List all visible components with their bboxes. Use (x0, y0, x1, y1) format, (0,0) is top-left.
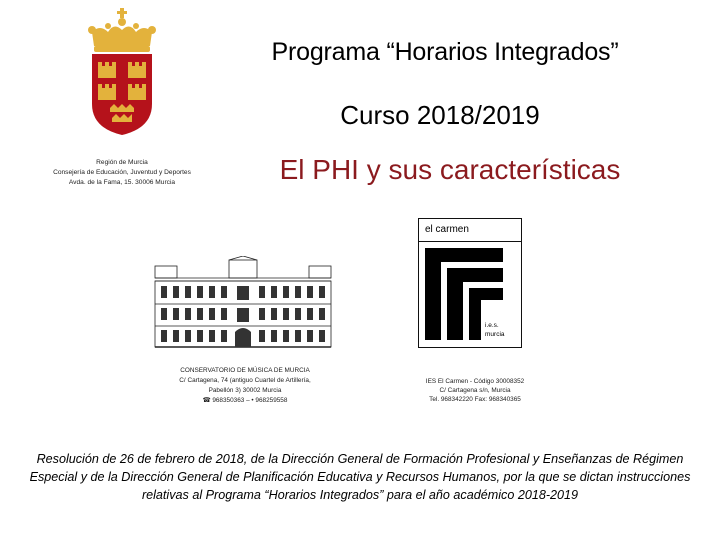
region-department: Consejería de Educación, Juventud y Deportes (53, 169, 191, 176)
ies-el-carmen-logo (418, 218, 522, 348)
ies-logo-title: el carmen (425, 224, 469, 235)
region-murcia-coat-of-arms-icon (84, 8, 160, 136)
ies-phone: Tel. 968342220 Fax: 968340365 (429, 396, 521, 403)
resolution-text: Resolución de 26 de febrero de 2018, de la Dirección General de Formación Profesional y Enseñanzas de Régimen Especial y de la Dirección General de Planificación Educativa y Recursos Humanos, por la que se dictan instrucciones relativas al Programa “Horarios Integrados” para el año académico 2018-2019 (29, 452, 691, 502)
program-title: Programa “Horarios Integrados” (271, 38, 619, 66)
region-address-line: Avda. de la Fama, 15. 30006 Murcia (68, 179, 176, 186)
ies-code: IES El Carmen - Código 30008352 (425, 378, 525, 385)
conservatorio-street: C/ Cartagena, 74 (antiguo Cuartel de Artillería, (179, 377, 311, 384)
course-title: Curso 2018/2019 (340, 100, 540, 130)
conservatorio-address (140, 366, 350, 406)
conservatorio-name: CONSERVATORIO DE MÚSICA DE MURCIA (180, 367, 310, 374)
ies-street: C/ Cartagena s/n, Murcia (439, 387, 511, 394)
conservatorio-phone: ☎ 968350363 – • 968259558 (202, 397, 288, 404)
region-name: Región de Murcia (96, 159, 148, 166)
conservatorio-building-image (153, 256, 333, 350)
ies-address (395, 377, 555, 404)
ies-logo-sub-ies: i.e.s. (485, 322, 499, 329)
region-address (32, 158, 212, 188)
ies-logo-subtitle (485, 321, 517, 339)
slide-subtitle: El PHI y sus características (279, 154, 621, 185)
conservatorio-city: Pabellón 3) 30002 Murcia (208, 387, 282, 394)
ies-logo-sub-city: murcia (485, 331, 505, 338)
